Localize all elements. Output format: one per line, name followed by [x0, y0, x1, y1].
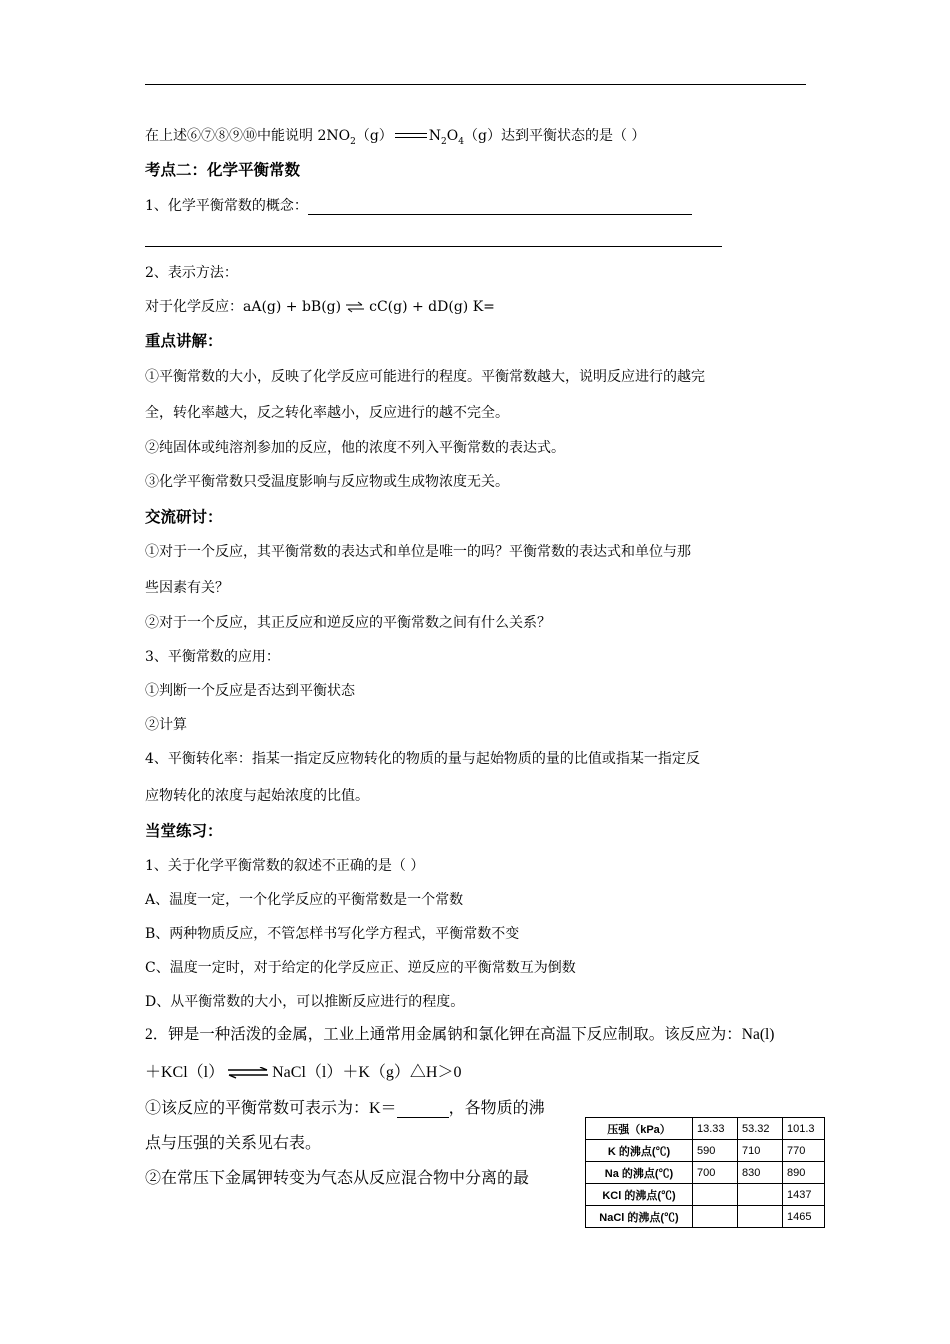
table-cell: 压强（kPa）	[586, 1118, 693, 1140]
key-point-3: ③化学平衡常数只受温度影响与反应物或生成物浓度无关。	[145, 474, 509, 490]
option-a: A、温度一定，一个化学反应的平衡常数是一个常数	[145, 892, 464, 908]
application-2: ②计算	[145, 717, 187, 733]
table-header-row	[586, 1118, 825, 1140]
table-cell: 890	[783, 1162, 825, 1184]
subscript: 4	[458, 136, 464, 147]
table-row	[586, 1140, 825, 1162]
text: cC(g) + dD(g) K=	[369, 299, 495, 315]
section-heading-discussion: 交流研讨：	[145, 508, 223, 526]
table-cell: 770	[783, 1140, 825, 1162]
discussion-1b: 些因素有关？	[145, 580, 229, 596]
conversion-rate-a: 4、平衡转化率：指某一指定反应物转化的物质的量与起始物质的量的比值或指某一指定反	[145, 751, 700, 767]
paragraph-equilibrium-question	[145, 127, 645, 151]
table-cell: 1437	[783, 1184, 825, 1206]
concept-line	[145, 197, 692, 215]
subscript: 2	[441, 136, 447, 147]
table-cell: Na 的沸点(℃)	[586, 1162, 693, 1184]
expression-method: 2、表示方法：	[145, 265, 238, 281]
table-cell: 53.32	[738, 1118, 783, 1140]
key-point-2: ②纯固体或纯溶剂参加的反应，他的浓度不列入平衡常数的表达式。	[145, 440, 565, 456]
key-point-1b: 全，转化率越大，反之转化率越小，反应进行的越不完全。	[145, 405, 509, 421]
text: 对于化学反应：aA(g) + bB(g)	[145, 299, 342, 315]
question-2a: 2．钾是一种活泼的金属，工业上通常用金属钠和氯化钾在高温下反应制取。该反应为：Na(l)	[145, 1026, 775, 1043]
table-cell: 710	[738, 1140, 783, 1162]
question-2b	[145, 1064, 461, 1082]
option-c: C、温度一定时，对于给定的化学反应正、逆反应的平衡常数互为倒数	[145, 960, 576, 976]
discussion-2: ②对于一个反应，其正反应和逆反应的平衡常数之间有什么关系？	[145, 615, 551, 631]
section-heading-key: 重点讲解：	[145, 332, 223, 350]
text: N	[428, 128, 442, 144]
section-heading-practice: 当堂练习：	[145, 822, 223, 840]
application-1: ①判断一个反应是否达到平衡状态	[145, 683, 355, 699]
table-cell: 101.3	[783, 1118, 825, 1140]
text: ＋KCl（l）	[145, 1064, 225, 1081]
table-row	[586, 1162, 825, 1184]
application-title: 3、平衡常数的应用：	[145, 649, 280, 665]
reaction-general	[145, 298, 495, 316]
text: O	[446, 128, 459, 144]
boiling-point-table	[585, 1117, 825, 1228]
table-cell: KCl 的沸点(℃)	[586, 1184, 693, 1206]
text: NaCl（l）＋K（g）△H＞0	[272, 1064, 462, 1081]
question-2-2: ②在常压下金属钾转变为气态从反应混合物中分离的最	[145, 1170, 530, 1187]
table-cell: K 的沸点(℃)	[586, 1140, 693, 1162]
table-row	[586, 1206, 825, 1228]
fill-blank	[308, 214, 692, 215]
text: （g）达到平衡状态的是（ ）	[464, 128, 646, 144]
table-row	[586, 1184, 825, 1206]
question-2-1b: 点与压强的关系见右表。	[145, 1135, 322, 1152]
fill-blank	[397, 1117, 449, 1118]
table-cell: 590	[693, 1140, 738, 1162]
text: （g）	[355, 128, 393, 144]
text: 在上述⑥⑦⑧⑨⑩中能说明 2NO	[145, 128, 351, 144]
subscript: 2	[350, 136, 356, 147]
equilibrium-sign	[395, 131, 427, 141]
section-heading-2: 考点二：化学平衡常数	[145, 161, 301, 179]
table-cell: 700	[693, 1162, 738, 1184]
table-cell	[693, 1184, 738, 1206]
table-cell: 13.33	[693, 1118, 738, 1140]
question-1: 1、关于化学平衡常数的叙述不正确的是（ ）	[145, 858, 425, 874]
fill-blank-line	[145, 246, 722, 247]
question-2-1a	[145, 1100, 545, 1118]
header-rule	[145, 84, 806, 85]
option-d: D、从平衡常数的大小，可以推断反应进行的程度。	[145, 994, 465, 1010]
text: ①该反应的平衡常数可表示为：K＝	[145, 1100, 397, 1117]
option-b: B、两种物质反应，不管怎样书写化学方程式，平衡常数不变	[145, 926, 520, 942]
table-cell	[738, 1184, 783, 1206]
reversible-arrow-icon	[344, 301, 366, 313]
reversible-arrow-icon	[227, 1067, 269, 1079]
conversion-rate-b: 应物转化的浓度与起始浓度的比值。	[145, 788, 369, 804]
table-cell: 830	[738, 1162, 783, 1184]
text: 1、化学平衡常数的概念：	[145, 198, 308, 214]
table-cell	[693, 1206, 738, 1228]
key-point-1a: ①平衡常数的大小，反映了化学反应可能进行的程度。平衡常数越大，说明反应进行的越完	[145, 369, 705, 385]
discussion-1a: ①对于一个反应，其平衡常数的表达式和单位是唯一的吗？平衡常数的表达式和单位与那	[145, 544, 691, 560]
table-cell: 1465	[783, 1206, 825, 1228]
table-cell: NaCl 的沸点(℃)	[586, 1206, 693, 1228]
text: ，各物质的沸	[448, 1100, 545, 1117]
table-cell	[738, 1206, 783, 1228]
